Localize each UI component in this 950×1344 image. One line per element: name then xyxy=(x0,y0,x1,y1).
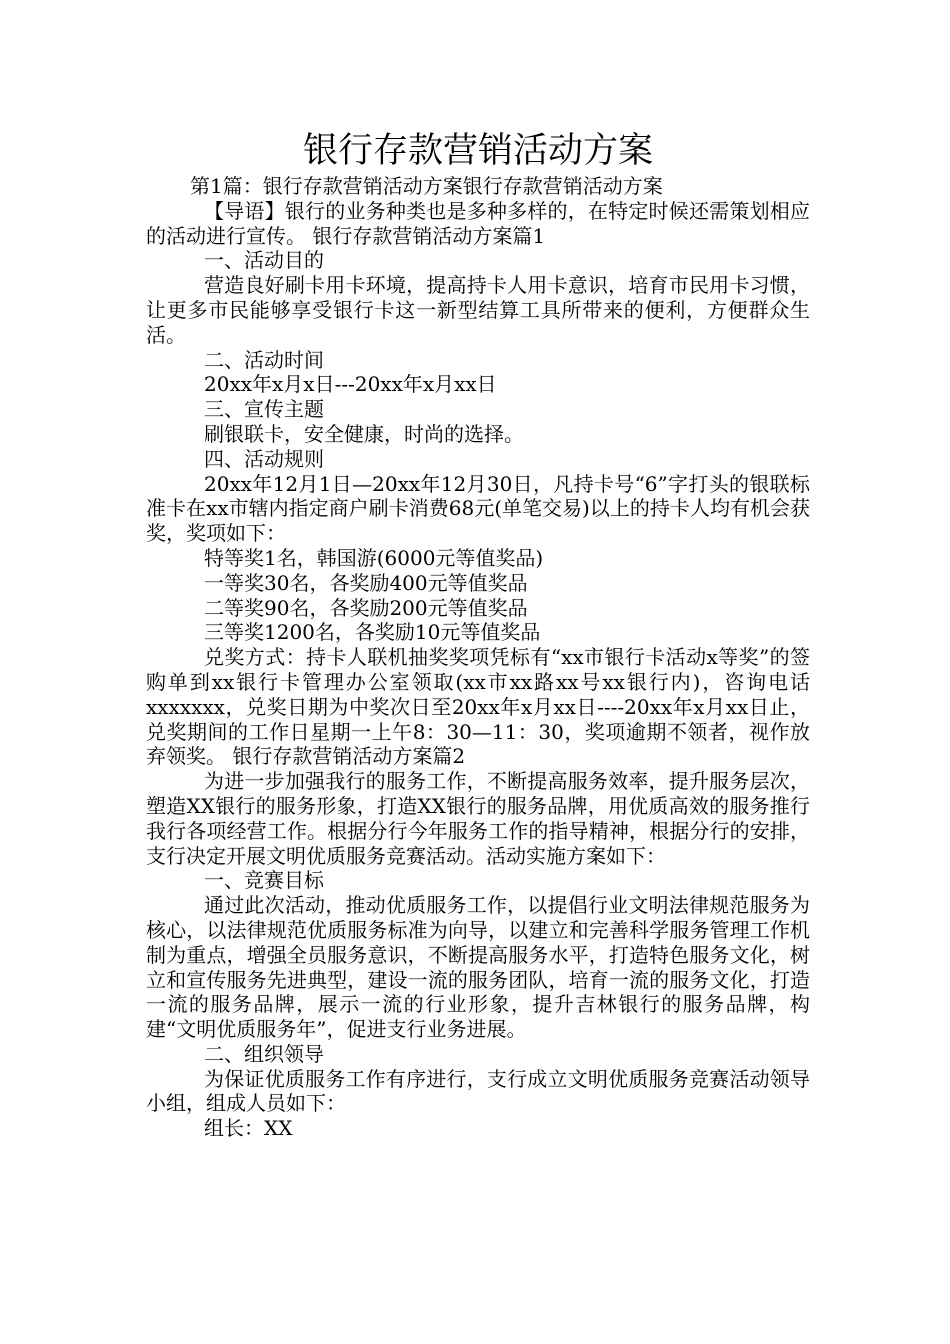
prize-second: 二等奖90名，各奖励200元等值奖品 xyxy=(204,595,528,620)
prize-first: 一等奖30名，各奖励400元等值奖品 xyxy=(204,570,528,595)
paragraph-service-intro: 为进一步加强我行的服务工作，不断提高服务效率，提升服务层次，塑造XX银行的服务形象，打造XX银行的服务品牌，用优质高效的服务推行我行各项经营工作。根据分行今年服务工作的指导精神，根据分行的安排，支行决定开展文明优质服务竞赛活动。活动实施方案如下： xyxy=(146,769,810,868)
paragraph-intro: 【导语】银行的业务种类也是多种多样的，在特定时候还需策划相应的活动进行宣传。 银行存款营销活动方案篇1 xyxy=(146,198,810,248)
heading-organization: 二、组织领导 xyxy=(204,1041,324,1066)
prize-special: 特等奖1名，韩国游(6000元等值奖品) xyxy=(204,545,544,570)
heading-activity-purpose: 一、活动目的 xyxy=(204,248,324,273)
prize-third: 三等奖1200名，各奖励10元等值奖品 xyxy=(204,620,541,645)
paragraph-organization: 为保证优质服务工作有序进行，支行成立文明优质服务竞赛活动领导小组，组成人员如下： xyxy=(146,1066,810,1116)
paragraph-activity-time: 20xx年x月x日---20xx年x月xx日 xyxy=(204,372,497,397)
heading-activity-time: 二、活动时间 xyxy=(204,347,324,372)
paragraph-competition-goal: 通过此次活动，推动优质服务工作，以提倡行业文明法律规范服务为核心，以法律规范优质服务标准为向导，以建立和完善科学服务管理工作机制为重点，增强全员服务意识，不断提高服务水平，打造特色服务文化，树立和宣传服务先进典型，建设一流的服务团队，培育一流的服务文化，打造一流的服务品牌，展示一流的行业形象，提升吉林银行的服务品牌，构建“文明优质服务年”，促进支行业务进展。 xyxy=(146,893,810,1042)
document-title: 银行存款营销活动方案 xyxy=(302,131,653,171)
heading-rules: 四、活动规则 xyxy=(204,446,324,471)
document-page xyxy=(146,128,810,1141)
document-subtitle: 第1篇：银行存款营销活动方案银行存款营销活动方案 xyxy=(190,174,663,198)
paragraph-activity-purpose: 营造良好刷卡用卡环境，提高持卡人用卡意识，培育市民用卡习惯，让更多市民能够享受银行卡这一新型结算工具所带来的便利，方便群众生活。 xyxy=(146,273,810,347)
heading-competition-goal: 一、竞赛目标 xyxy=(204,868,324,893)
heading-theme: 三、宣传主题 xyxy=(204,397,324,422)
paragraph-theme: 刷银联卡，安全健康，时尚的选择。 xyxy=(204,421,524,446)
paragraph-rules: 20xx年12月1日—20xx年12月30日，凡持卡号“6”字打头的银联标准卡在xx市辖内指定商户刷卡消费68元(单笔交易)以上的持卡人均有机会获奖，奖项如下： xyxy=(146,471,810,546)
paragraph-redemption: 兑奖方式：持卡人联机抽奖奖项凭标有“xx市银行卡活动x等奖”的签购单到xx银行卡管理办公室领取(xx市xx路xx号xx银行内)，咨询电话xxxxxxx，兑奖日期为中奖次日至20xx年x月xx日----20xx年x月xx日止，兑奖期间的工作日星期一上午8：30—11：30，奖项逾期不领者，视作放弃领奖。 银行存款营销活动方案篇2 xyxy=(146,645,810,769)
paragraph-group-leader: 组长：XX xyxy=(204,1116,293,1141)
